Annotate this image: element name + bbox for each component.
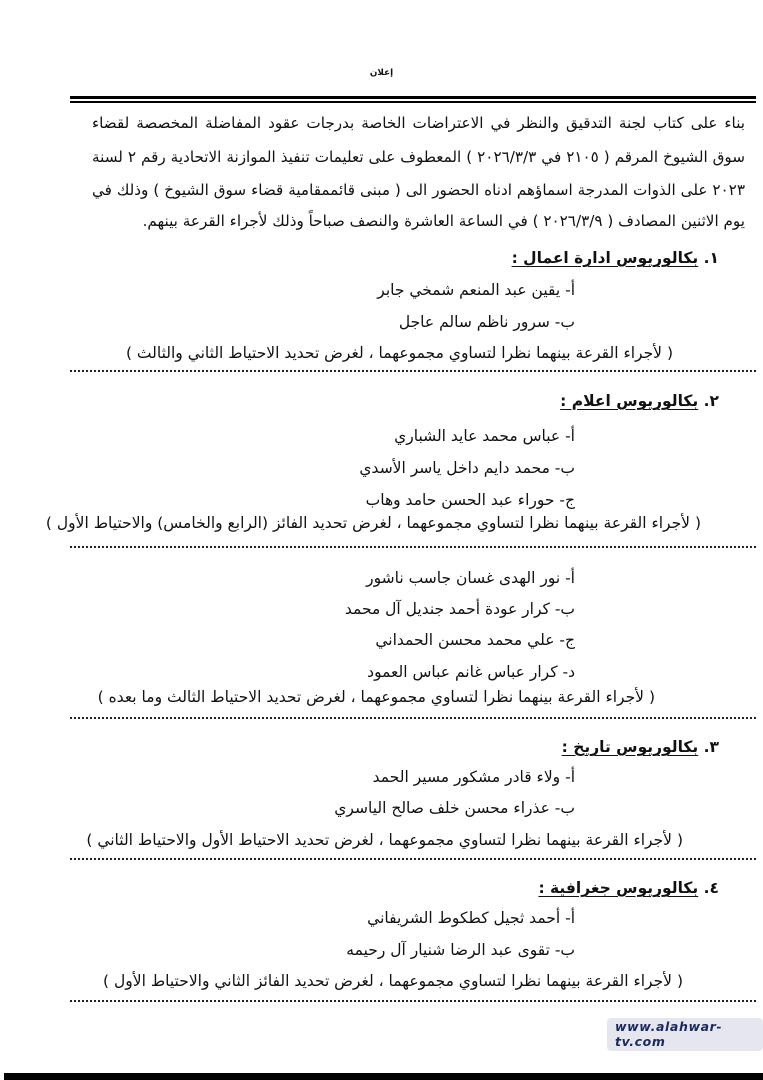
section-number: ٤. (703, 879, 719, 897)
intro-line: سوق الشيوخ المرقم ( ٢١٠٥ في ٢٠٢٦/٣/٣ ) المعطوف على تعليمات تنفيذ الموازنة الاتحادية رقم ٢ لسنة (92, 148, 745, 166)
draw-note: ( لأجراء القرعة بينهما نظرا لتساوي مجموعهما ، لغرض تحديد الفائز الثاني والاحتياط الأول ) (103, 972, 683, 990)
candidate-item: ب- سرور ناظم سالم عاجل (398, 313, 575, 331)
candidate-item: أ- نور الهدى غسان جاسب ناشور (366, 569, 575, 587)
section-title: بكالوريوس جغرافية : (538, 879, 699, 897)
rule-line-thick (70, 96, 756, 99)
section-heading-history (562, 736, 719, 758)
candidate-item: ج- علي محمد محسن الحمداني (375, 631, 575, 649)
section-heading-media (560, 390, 719, 412)
section-number: ٣. (703, 738, 719, 756)
candidate-item: أ- ولاء قادر مشكور مسير الحمد (372, 768, 575, 786)
dotted-separator (70, 370, 756, 372)
candidate-item: د- كرار عباس غانم عباس العمود (367, 663, 575, 681)
dotted-separator (70, 1000, 756, 1002)
dotted-separator (70, 546, 756, 548)
candidate-item: أ- يقين عبد المنعم شمخي جابر (377, 281, 575, 299)
section-heading-business (512, 247, 719, 269)
title-double-rule (70, 96, 756, 103)
intro-line: يوم الاثنين المصادف ( ٢٠٢٦/٣/٩ ) في الساعة العاشرة والنصف صباحاً وذلك لأجراء القرعة بينهم. (142, 212, 745, 230)
candidate-item: ج- حوراء عبد الحسن حامد وهاب (365, 491, 575, 509)
candidate-item: ب- تقوى عبد الرضا شنيار آل رحيمه (346, 941, 575, 959)
draw-note: ( لأجراء القرعة بينهما نظرا لتساوي مجموعهما ، لغرض تحديد الاحتياط الأول والاحتياط الثاني ) (86, 831, 683, 849)
candidate-item: ب- عذراء محسن خلف صالح الياسري (334, 799, 575, 817)
section-number: ٢. (703, 392, 719, 410)
bottom-black-bar (4, 1073, 763, 1080)
dotted-separator (70, 858, 756, 860)
announcement-title: إعلان (369, 68, 394, 78)
website-watermark: www.alahwar-tv.com (607, 1018, 763, 1051)
draw-note: ( لأجراء القرعة بينهما نظرا لتساوي مجموعهما ، لغرض تحديد الفائز (الرابع والخامس) والاحتياط الأول ) (45, 514, 701, 532)
intro-line: ٢٠٢٣ على الذوات المدرجة اسماؤهم ادناه الحضور الى ( مبنى قائممقامية قضاء سوق الشيوخ ) وذلك في (92, 181, 745, 199)
section-number: ١. (703, 249, 719, 267)
section-heading-geography (538, 877, 719, 899)
section-title: بكالوريوس تاريخ : (561, 738, 699, 756)
rule-line-thin (70, 101, 756, 103)
candidate-item: أ- أحمد ثجيل كطكوط الشريفاني (367, 909, 575, 927)
dotted-separator (70, 717, 756, 719)
draw-note: ( لأجراء القرعة بينهما نظرا لتساوي مجموعهما ، لغرض تحديد الاحتياط الثالث وما بعده ) (97, 688, 655, 706)
intro-line: بناء على كتاب لجنة التدقيق والنظر في الاعتراضات الخاصة بدرجات عقود المفاضلة المخصصة لقضاء (92, 114, 745, 132)
section-title: بكالوريوس ادارة اعمال : (511, 249, 699, 267)
candidate-item: أ- عباس محمد عايد الشباري (394, 427, 575, 445)
draw-note: ( لأجراء القرعة بينهما نظرا لتساوي مجموعهما ، لغرض تحديد الاحتياط الثاني والثالث ) (125, 344, 673, 362)
candidate-item: ب- محمد دايم داخل ياسر الأسدي (359, 459, 575, 477)
section-title: بكالوريوس اعلام : (560, 392, 699, 410)
candidate-item: ب- كرار عودة أحمد جنديل آل محمد (344, 600, 575, 618)
